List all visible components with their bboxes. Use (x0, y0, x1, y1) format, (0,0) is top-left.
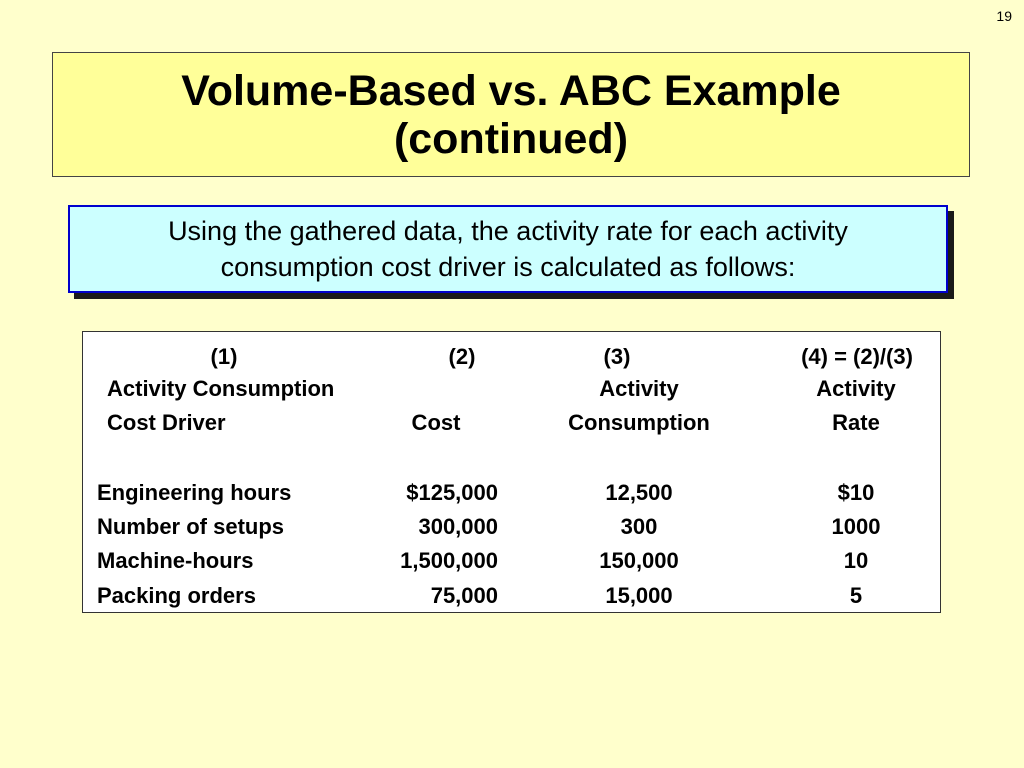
info-line-1: Using the gathered data, the activity rate for each activity (168, 216, 848, 246)
row-3-rate: 10 (843, 548, 869, 573)
slide-number: 19 (996, 8, 1012, 24)
row-2-driver: Number of setups (97, 514, 285, 539)
info-callout-box (68, 205, 948, 293)
row-2-consumption: 300 (620, 514, 658, 539)
header-cost: Cost (411, 410, 461, 435)
header-number-2: (2) (448, 344, 476, 369)
row-4-consumption: 15,000 (605, 583, 673, 608)
row-4-cost: 75,000 (430, 583, 498, 608)
row-1-consumption: 12,500 (605, 480, 673, 505)
row-4-driver: Packing orders (97, 583, 256, 608)
header-rate-line2: Rate (832, 410, 880, 435)
row-3-cost: 1,500,000 (400, 548, 498, 573)
header-driver-line2: Cost Driver (107, 410, 226, 435)
row-3-consumption: 150,000 (599, 548, 679, 573)
row-1-cost: $125,000 (406, 480, 498, 505)
header-number-4: (4) = (2)/(3) (801, 344, 913, 369)
info-callout (68, 205, 956, 301)
row-2-rate: 1000 (831, 514, 881, 539)
title-line-1: Volume-Based vs. ABC Example (181, 66, 841, 115)
activity-rate-table (82, 331, 941, 613)
title-line-2: (continued) (393, 114, 629, 163)
row-1-driver: Engineering hours (97, 480, 292, 505)
info-line-2: consumption cost driver is calculated as follows: (220, 252, 796, 282)
row-4-rate: 5 (849, 583, 863, 608)
title-box (52, 52, 970, 177)
header-consumption-line1: Activity (599, 376, 679, 401)
header-number-3: (3) (603, 344, 631, 369)
row-2-cost: 300,000 (418, 514, 498, 539)
header-rate-line1: Activity (816, 376, 896, 401)
header-driver-line1: Activity Consumption (107, 376, 335, 401)
header-number-1: (1) (210, 344, 238, 369)
row-3-driver: Machine-hours (97, 548, 254, 573)
row-1-rate: $10 (837, 480, 875, 505)
header-consumption-line2: Consumption (568, 410, 710, 435)
